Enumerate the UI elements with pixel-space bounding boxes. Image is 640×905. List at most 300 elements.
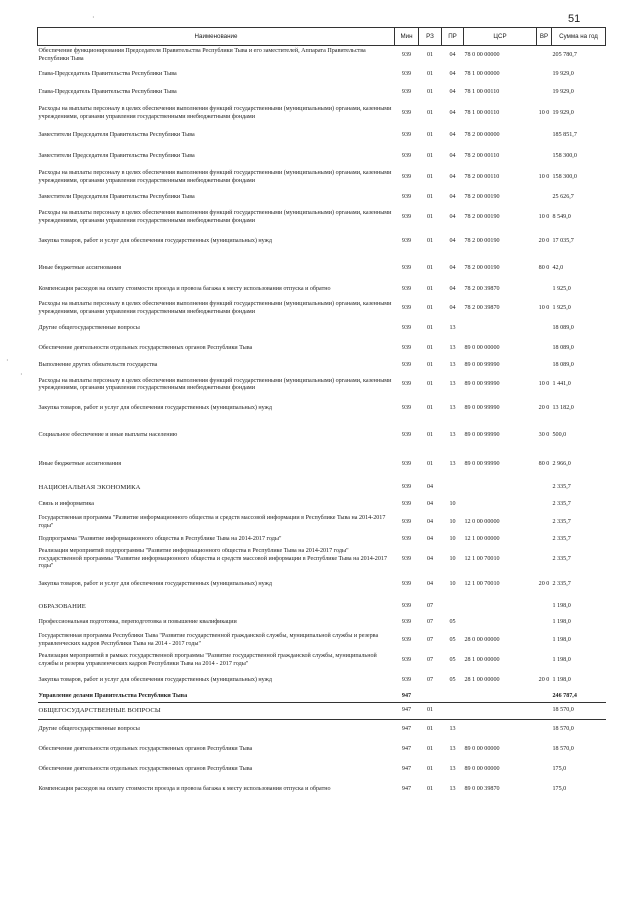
cell-vr: 10 0 — [538, 304, 550, 311]
cell-pr — [442, 479, 464, 498]
cell-name: Заместители Председателя Правительства Республики Тыва — [38, 193, 195, 200]
cell-rz: 01 — [419, 703, 442, 720]
cell-min: 939 — [401, 501, 412, 508]
cell-vr — [537, 598, 552, 616]
cell-min: 939 — [401, 52, 412, 59]
cell-vr — [537, 283, 552, 298]
cell-min: 947 — [401, 786, 412, 793]
cell-rz: 01 — [426, 405, 434, 412]
cell-sum: 2 335,7 — [552, 580, 571, 587]
table-row — [38, 359, 606, 374]
cell-rz: 04 — [426, 555, 434, 562]
table-row — [38, 720, 606, 740]
cell-min: 939 — [401, 676, 412, 683]
cell-sum: 18 570,0 — [552, 703, 606, 720]
cell-pr: 04 — [449, 286, 456, 293]
cell-pr: 04 — [449, 264, 456, 271]
cell-vr — [537, 651, 552, 671]
table-row — [38, 46, 606, 66]
cell-name: Расходы на выплаты персоналу в целях обеспечения выполнения функций государственными (муниципальными) органами, казенными учреждениями, органами управления государственными внебюджетными фондами — [38, 210, 392, 224]
cell-sum: 2 966,0 — [552, 460, 571, 467]
cell-sum: 1 925,0 — [552, 304, 571, 311]
cell-min: 939 — [401, 555, 412, 562]
cell-csr: 89 0 00 99990 — [464, 381, 500, 388]
cell-rz: 01 — [426, 786, 434, 793]
cell-name: ОБРАЗОВАНИЕ — [38, 602, 86, 610]
cell-name: Подпрограмма "Развитие информационного общества в Республике Тыва на 2014-2017 годы" — [38, 536, 282, 543]
table-row — [38, 207, 606, 229]
cell-name: Иные бюджетные ассигнования — [38, 460, 122, 467]
cell-rz: 01 — [426, 70, 434, 77]
cell-sum: 13 182,0 — [552, 405, 574, 412]
cell-pr: 13 — [449, 745, 456, 752]
cell-pr: 05 — [449, 676, 456, 683]
table-row — [38, 548, 606, 572]
cell-sum: 246 787,4 — [552, 691, 606, 703]
cell-csr — [464, 498, 537, 513]
cell-rz: 01 — [426, 173, 434, 180]
cell-csr: 78 2 00 39870 — [464, 304, 500, 311]
cell-sum: 8 549,0 — [552, 213, 571, 220]
cell-csr — [464, 479, 537, 498]
cell-vr — [537, 631, 552, 651]
cell-rz: 01 — [426, 460, 434, 467]
table-row — [38, 691, 606, 703]
cell-sum: 18 570,0 — [552, 745, 574, 752]
cell-name: Закупка товаров, работ и услуг для обеспечения государственных (муниципальных) нужд — [38, 237, 272, 244]
cell-min: 947 — [401, 726, 412, 733]
cell-min: 939 — [401, 381, 412, 388]
cell-csr: 78 2 00 00110 — [464, 173, 500, 180]
cell-sum: 158 300,0 — [552, 153, 577, 160]
cell-sum: 1 198,0 — [552, 636, 571, 643]
cell-csr: 89 0 00 00000 — [464, 344, 500, 351]
cell-vr: 10 0 — [538, 173, 550, 180]
column-header-csr: ЦСР — [464, 28, 537, 46]
cell-sum: 1 441,0 — [552, 381, 571, 388]
cell-vr — [537, 703, 552, 720]
cell-name: Обеспечение деятельности отдельных государственных органов Республики Тыва — [38, 745, 253, 752]
table-row — [38, 598, 606, 616]
cell-csr: 12 0 00 00000 — [464, 518, 500, 525]
cell-name: Закупка товаров, работ и услуг для обеспечения государственных (муниципальных) нужд — [38, 676, 272, 683]
cell-vr — [537, 533, 552, 548]
cell-rz: 01 — [426, 89, 434, 96]
cell-min: 939 — [401, 286, 412, 293]
table-row — [38, 66, 606, 84]
cell-sum: 185 851,7 — [552, 132, 577, 139]
table-row — [38, 84, 606, 103]
cell-rz: 01 — [426, 193, 434, 200]
cell-vr — [537, 760, 552, 780]
cell-csr — [464, 320, 537, 339]
cell-min: 939 — [401, 325, 412, 332]
cell-pr: 04 — [449, 109, 456, 116]
cell-csr: 78 2 00 00000 — [464, 132, 500, 139]
cell-sum: 2 335,7 — [552, 518, 571, 525]
cell-rz — [419, 691, 442, 703]
cell-min: 939 — [401, 304, 412, 311]
cell-vr — [537, 513, 552, 533]
scan-speck: · — [92, 13, 95, 22]
cell-min: 939 — [401, 602, 412, 609]
cell-pr: 13 — [449, 726, 456, 733]
cell-rz: 01 — [426, 745, 434, 752]
cell-name: Обеспечение деятельности отдельных государственных органов Республики Тыва — [38, 765, 253, 772]
cell-name: Компенсация расходов на оплату стоимости проезда и провоза багажа к месту использования отпуска и обратно — [38, 786, 331, 793]
cell-min: 939 — [401, 344, 412, 351]
cell-pr: 13 — [449, 381, 456, 388]
cell-csr — [464, 703, 537, 720]
cell-sum: 2 335,7 — [552, 536, 571, 543]
cell-min: 939 — [401, 580, 412, 587]
cell-min: 939 — [401, 619, 412, 626]
cell-csr: 78 2 00 39870 — [464, 286, 500, 293]
table-row — [38, 513, 606, 533]
cell-csr — [464, 691, 537, 703]
budget-table — [37, 27, 606, 801]
cell-csr: 89 0 00 99990 — [464, 460, 500, 467]
cell-rz: 01 — [426, 381, 434, 388]
cell-csr: 28 0 00 00000 — [464, 636, 500, 643]
cell-csr: 12 1 00 70010 — [464, 580, 500, 587]
cell-csr: 89 0 00 00000 — [464, 765, 500, 772]
cell-csr: 78 0 00 00000 — [464, 52, 500, 59]
cell-pr — [442, 691, 464, 703]
table-row — [38, 167, 606, 189]
cell-vr — [537, 46, 552, 66]
page-number: 51 — [568, 13, 581, 25]
cell-name: Обеспечение деятельности отдельных государственных органов Республики Тыва — [38, 344, 253, 351]
scan-speck: · — [20, 370, 23, 379]
cell-pr: 04 — [449, 213, 456, 220]
cell-rz: 01 — [426, 213, 434, 220]
cell-pr: 13 — [449, 344, 456, 351]
cell-sum: 205 780,7 — [552, 52, 577, 59]
cell-vr — [537, 84, 552, 103]
table-row — [38, 148, 606, 167]
cell-csr: 78 1 00 00110 — [464, 89, 500, 96]
table-row — [38, 572, 606, 598]
cell-rz: 01 — [426, 344, 434, 351]
table-row — [38, 339, 606, 359]
cell-pr: 13 — [449, 432, 456, 439]
cell-pr: 10 — [449, 518, 456, 525]
cell-name: Закупка товаров, работ и услуг для обеспечения государственных (муниципальных) нужд — [38, 580, 272, 587]
cell-vr — [537, 616, 552, 631]
cell-csr: 78 1 00 00110 — [464, 109, 500, 116]
cell-pr: 04 — [449, 52, 456, 59]
cell-min: 947 — [395, 703, 419, 720]
table-row — [38, 451, 606, 479]
cell-csr — [464, 616, 537, 631]
cell-rz: 01 — [426, 304, 434, 311]
table-header-row — [38, 28, 606, 46]
cell-rz: 01 — [426, 432, 434, 439]
cell-rz: 01 — [426, 765, 434, 772]
cell-name: Выполнение других обязательств государства — [38, 362, 158, 369]
cell-min: 939 — [401, 237, 412, 244]
cell-sum: 175,0 — [552, 786, 567, 793]
cell-min: 939 — [401, 362, 412, 369]
cell-min: 939 — [401, 109, 412, 116]
column-header-name: Наименование — [38, 28, 395, 46]
cell-rz: 01 — [426, 325, 434, 332]
cell-sum: 19 929,0 — [552, 109, 574, 116]
cell-pr: 04 — [449, 132, 456, 139]
cell-sum: 1 198,0 — [552, 656, 571, 663]
cell-name: Расходы на выплаты персоналу в целях обеспечения выполнения функций государственными (муниципальными) органами, казенными учреждениями, органами управления государственными внебюджетными фондами — [38, 301, 392, 315]
cell-name: Глава-Председатель Правительства Республики Тыва — [38, 70, 177, 77]
table-row — [38, 671, 606, 691]
cell-csr: 12 1 00 00000 — [464, 536, 500, 543]
cell-csr: 78 2 00 00190 — [464, 237, 500, 244]
cell-name: Реализация мероприятий в рамках государственной программы "Развитие государственной гражданской службы, муниципальной службы и резерва управленческих кадров Республики Тыва на 2014 - 2017 годы" — [38, 653, 377, 667]
cell-csr: 78 2 00 00190 — [464, 264, 500, 271]
cell-name: Государственная программа Республики Тыва "Развитие государственной гражданской службы, муниципальной службы и резерва управленческих кадров Республики Тыва на 2014 - 2017 годы" — [38, 633, 379, 647]
cell-vr: 80 0 — [538, 264, 550, 271]
cell-name: Компенсация расходов на оплату стоимости проезда и провоза багажа к месту использования отпуска и обратно — [38, 286, 331, 293]
cell-vr — [537, 66, 552, 84]
cell-sum: 19 929,0 — [552, 89, 574, 96]
cell-vr: 20 0 — [538, 237, 550, 244]
cell-csr: 28 1 00 00000 — [464, 676, 500, 683]
cell-rz: 07 — [426, 619, 434, 626]
cell-pr: 13 — [449, 325, 456, 332]
cell-pr: 04 — [449, 237, 456, 244]
cell-vr: 20 0 — [538, 580, 550, 587]
cell-csr: 89 0 00 99990 — [464, 405, 500, 412]
table-row — [38, 498, 606, 513]
cell-pr: 13 — [449, 460, 456, 467]
cell-vr: 10 0 — [538, 213, 550, 220]
cell-pr: 04 — [449, 173, 456, 180]
cell-rz: 04 — [426, 501, 434, 508]
cell-sum: 1 198,0 — [552, 602, 571, 609]
cell-csr: 12 1 00 70010 — [464, 555, 500, 562]
table-row — [38, 283, 606, 298]
cell-min: 939 — [401, 264, 412, 271]
cell-pr: 10 — [449, 555, 456, 562]
cell-vr — [537, 339, 552, 359]
cell-pr: 04 — [449, 70, 456, 77]
column-header-vr: ВР — [537, 28, 552, 46]
cell-name: Реализация мероприятий подпрограммы "Развитие информационного общества в Республике Тыва на 2014-2017 годы" государственной программы "Развитие информационного общества и средств массовой информации в Республике Тыва на 2014-2017 годы" — [38, 548, 387, 570]
table-row — [38, 479, 606, 498]
cell-min: 939 — [401, 432, 412, 439]
cell-sum: 500,0 — [552, 432, 567, 439]
cell-vr — [537, 720, 552, 740]
table-row — [38, 255, 606, 283]
table-row — [38, 125, 606, 148]
cell-vr: 20 0 — [538, 405, 550, 412]
cell-csr: 89 0 00 39870 — [464, 786, 500, 793]
cell-name: Управление делами Правительства Республики Тыва — [38, 691, 395, 703]
cell-name: НАЦИОНАЛЬНАЯ ЭКОНОМИКА — [38, 484, 141, 492]
cell-rz: 01 — [426, 726, 434, 733]
cell-rz: 01 — [426, 132, 434, 139]
cell-min: 939 — [401, 484, 412, 491]
cell-name: Государственная программа "Развитие информационного общества и средств массовой информации в Республике Тыва на 2014-2017 годы" — [38, 515, 386, 529]
cell-min: 939 — [401, 213, 412, 220]
cell-name: Расходы на выплаты персоналу в целях обеспечения выполнения функций государственными (муниципальными) органами, казенными учреждениями, органами управления государственными внебюджетными фондами — [38, 170, 392, 184]
cell-vr: 10 0 — [538, 109, 550, 116]
cell-pr: 10 — [449, 536, 456, 543]
scan-speck: · — [6, 356, 9, 365]
cell-csr: 89 0 00 00000 — [464, 745, 500, 752]
cell-name: Расходы на выплаты персоналу в целях обеспечения выполнения функций государственными (муниципальными) органами, казенными учреждениями, органами управления государственными внебюджетными фондами — [38, 106, 392, 120]
cell-vr: 20 0 — [538, 676, 550, 683]
cell-csr: 78 2 00 00190 — [464, 213, 500, 220]
cell-name: Профессиональная подготовка, переподготовка и повышение квалификации — [38, 619, 237, 626]
cell-pr — [442, 598, 464, 616]
cell-csr: 28 1 00 00000 — [464, 656, 500, 663]
cell-pr — [442, 703, 464, 720]
cell-vr — [537, 740, 552, 760]
table-row — [38, 103, 606, 125]
cell-sum: 1 198,0 — [552, 676, 571, 683]
table-row — [38, 616, 606, 631]
cell-sum: 2 335,7 — [552, 484, 571, 491]
cell-pr: 04 — [449, 304, 456, 311]
cell-rz: 04 — [426, 518, 434, 525]
cell-rz: 07 — [426, 602, 434, 609]
table-row — [38, 320, 606, 339]
cell-min: 939 — [401, 460, 412, 467]
cell-pr: 10 — [449, 501, 456, 508]
cell-csr: 78 2 00 00110 — [464, 153, 500, 160]
cell-sum: 18 089,0 — [552, 325, 574, 332]
cell-name: Другие общегосударственные вопросы — [38, 726, 140, 733]
cell-name: Глава-Председатель Правительства Республики Тыва — [38, 89, 177, 96]
cell-min: 939 — [401, 89, 412, 96]
cell-name: Иные бюджетные ассигнования — [38, 264, 122, 271]
cell-min: 939 — [401, 173, 412, 180]
cell-sum: 158 300,0 — [552, 173, 577, 180]
cell-rz: 04 — [426, 484, 434, 491]
cell-min: 947 — [395, 691, 419, 703]
cell-name: Связь и информатика — [38, 501, 94, 508]
cell-pr: 04 — [449, 193, 456, 200]
column-header-rz: РЗ — [419, 28, 442, 46]
cell-csr: 78 1 00 00000 — [464, 70, 500, 77]
cell-name: Обеспечение функционирования Председателя Правительства Республики Тыва и его заместителей, Аппарата Правительства Республики Тыва — [38, 48, 366, 62]
cell-vr — [537, 691, 552, 703]
cell-vr — [537, 320, 552, 339]
table-row — [38, 189, 606, 207]
cell-vr: 10 0 — [538, 381, 550, 388]
cell-csr: 89 0 00 99990 — [464, 362, 500, 369]
cell-rz: 01 — [426, 52, 434, 59]
cell-rz: 07 — [426, 676, 434, 683]
cell-sum: 2 335,7 — [552, 555, 571, 562]
cell-name: Заместители Председателя Правительства Республики Тыва — [38, 132, 195, 139]
cell-min: 939 — [401, 193, 412, 200]
table-row — [38, 760, 606, 780]
cell-min: 939 — [401, 405, 412, 412]
cell-min: 939 — [401, 518, 412, 525]
cell-min: 947 — [401, 765, 412, 772]
cell-name: Закупка товаров, работ и услуг для обеспечения государственных (муниципальных) нужд — [38, 405, 272, 412]
cell-min: 939 — [401, 153, 412, 160]
cell-min: 939 — [401, 636, 412, 643]
cell-vr — [537, 189, 552, 207]
cell-vr: 30 0 — [538, 432, 550, 439]
cell-pr: 05 — [449, 619, 456, 626]
cell-rz: 01 — [426, 237, 434, 244]
cell-sum: 18 089,0 — [552, 344, 574, 351]
cell-vr — [537, 479, 552, 498]
cell-rz: 01 — [426, 109, 434, 116]
column-header-min: Мин — [395, 28, 419, 46]
cell-min: 939 — [401, 132, 412, 139]
table-row — [38, 740, 606, 760]
table-row — [38, 422, 606, 451]
cell-vr — [537, 125, 552, 148]
cell-sum: 18 089,0 — [552, 362, 574, 369]
table-row — [38, 533, 606, 548]
cell-rz: 07 — [426, 636, 434, 643]
cell-csr — [464, 720, 537, 740]
cell-pr: 10 — [449, 580, 456, 587]
cell-name: Другие общегосударственные вопросы — [38, 325, 140, 332]
column-header-pr: ПР — [442, 28, 464, 46]
cell-rz: 07 — [426, 656, 434, 663]
table-row — [38, 374, 606, 397]
cell-vr — [537, 148, 552, 167]
table-row — [38, 631, 606, 651]
cell-pr: 05 — [449, 656, 456, 663]
cell-pr: 13 — [449, 765, 456, 772]
cell-vr: 80 0 — [538, 460, 550, 467]
cell-min: 947 — [401, 745, 412, 752]
cell-pr: 13 — [449, 362, 456, 369]
cell-rz: 01 — [426, 362, 434, 369]
table-row — [38, 298, 606, 320]
cell-vr — [537, 780, 552, 801]
cell-vr — [537, 359, 552, 374]
cell-sum: 1 925,0 — [552, 286, 571, 293]
cell-sum: 19 929,0 — [552, 70, 574, 77]
cell-sum: 2 335,7 — [552, 501, 571, 508]
cell-csr: 89 0 00 99990 — [464, 432, 500, 439]
cell-sum: 18 570,0 — [552, 726, 574, 733]
table-row — [38, 397, 606, 422]
cell-rz: 04 — [426, 580, 434, 587]
cell-pr: 13 — [449, 786, 456, 793]
cell-name: ОБЩЕГОСУДАРСТВЕННЫЕ ВОПРОСЫ — [38, 703, 395, 720]
cell-vr — [537, 548, 552, 572]
cell-pr: 13 — [449, 405, 456, 412]
cell-sum: 17 035,7 — [552, 237, 574, 244]
cell-name: Расходы на выплаты персоналу в целях обеспечения выполнения функций государственными (муниципальными) органами, казенными учреждениями, органами управления государственными внебюджетными фондами — [38, 377, 392, 391]
table-row — [38, 651, 606, 671]
cell-vr — [537, 498, 552, 513]
cell-rz: 01 — [426, 286, 434, 293]
cell-csr: 78 2 00 00190 — [464, 193, 500, 200]
cell-pr: 04 — [449, 89, 456, 96]
cell-pr: 04 — [449, 153, 456, 160]
cell-rz: 04 — [426, 536, 434, 543]
table-row — [38, 780, 606, 801]
cell-sum: 25 626,7 — [552, 193, 574, 200]
cell-sum: 42,0 — [552, 264, 564, 271]
cell-min: 939 — [401, 70, 412, 77]
column-header-sum: Сумма на год — [552, 28, 606, 46]
table-row — [38, 229, 606, 255]
cell-rz: 01 — [426, 153, 434, 160]
table-row — [38, 703, 606, 720]
